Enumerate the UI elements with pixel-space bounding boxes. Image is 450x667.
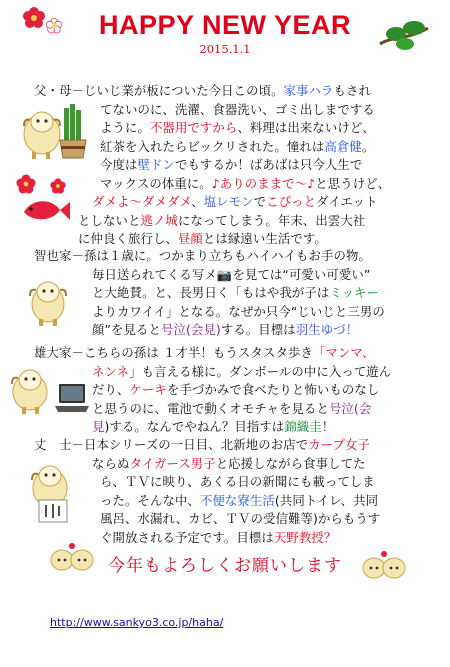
kadomatsu-icon (58, 102, 88, 160)
sheep-icon (24, 272, 74, 328)
body-text: もされ (333, 83, 372, 98)
paragraph-jo-line (100, 473, 375, 491)
body-text: 毎日送られてくる写メ (92, 266, 217, 282)
highlight-text: 塩レモン (203, 194, 254, 209)
highlight-text: 天野教授？ (273, 529, 337, 545)
body-text: としないと (78, 212, 141, 228)
body-text: 、 (191, 194, 204, 209)
paragraph-parents-line (100, 175, 390, 193)
body-text: よりカワイイ」となる。なぜか只今“じいじと三男の (92, 303, 385, 319)
paragraph-yudai-line (34, 344, 375, 362)
body-text: と思うのに、電池で動くオモチャを見ると (92, 400, 329, 416)
body-text: と大絶賛。と、長男日く「もはや我が子は (92, 285, 330, 300)
paragraph-tomoya-line (34, 247, 371, 265)
paragraph-parents-line (78, 212, 365, 230)
body-text: になってしまう。年末、出雲大社 (177, 212, 366, 228)
body-text: に仲良く旅行し、 (78, 231, 178, 246)
paragraph-tomoya-line (92, 303, 385, 321)
highlight-text: タイガース男子 (129, 455, 216, 471)
body-text: だり、 (92, 382, 130, 397)
body-text: 丈 士－日本シリーズの一日目、北新地のお店で (34, 437, 309, 452)
paragraph-yudai-line (92, 381, 379, 399)
highlight-text: 壁ドン (137, 157, 175, 172)
paragraph-yudai-line (92, 418, 334, 436)
body-text: で (253, 194, 267, 209)
highlight-text: ダメよ～ダメダメ (92, 194, 192, 209)
highlight-text: 号泣(会見) (160, 322, 221, 337)
highlight-text: こぴっと (266, 194, 317, 209)
body-text: ！ (321, 419, 335, 434)
paragraph-jo-line (100, 510, 380, 528)
highlight-text: ネンネ (92, 363, 130, 379)
body-text: と思うけど、 (315, 175, 391, 191)
paragraph-parents-line (100, 156, 362, 174)
body-text: 今度は (100, 157, 138, 172)
body-text: ように。 (100, 120, 150, 135)
highlight-text: 見 (92, 419, 105, 434)
sheep-icon (8, 362, 58, 416)
body-text: 。 (361, 138, 375, 154)
body-text: 風呂、水漏れ、カビ、ＴＶの受信難等)からもうす (100, 511, 381, 526)
paragraph-parents-line (100, 119, 375, 137)
paragraph-parents-line (100, 101, 375, 119)
body-text: ら、ＴＶに映り、あくる日の新聞にも載ってしま (100, 474, 375, 489)
pine-branch-icon (378, 18, 430, 52)
highlight-text: ミッキー (329, 285, 380, 300)
sea-bream-icon (14, 174, 72, 230)
paragraph-tomoya-line (92, 266, 370, 284)
body-text: する。目標は (220, 322, 296, 337)
body-text: った。そんな中、 (100, 492, 200, 508)
body-text: )する。なんでやねん？目指すは (104, 419, 285, 434)
body-text: 」も言える様に。ダンボールの中に入って遊ん (129, 363, 392, 379)
highlight-text: 家事ハラ (283, 83, 334, 98)
body-text: 智也家－孫は１歳に。つかまり立ちもハイハイもお手の物。 (34, 248, 371, 263)
body-text: ダイエット (316, 194, 378, 209)
body-text: ならぬ (92, 455, 130, 471)
paragraph-parents-line (78, 230, 327, 248)
laptop-icon (54, 382, 90, 416)
body-text: を見ては“可愛い可愛い” (232, 266, 371, 282)
ume-blossom-icon (22, 6, 66, 40)
highlight-text: 不器用ですから (149, 120, 238, 135)
body-text: と応援しながら食事してた (215, 455, 366, 471)
footer-link[interactable]: http://www.sankyo3.co.jp/haha/ (50, 616, 224, 629)
paragraph-parents-line (92, 193, 378, 211)
body-text: を手づかみで食べたりと怖いものなし (166, 382, 380, 397)
body-text: 紅茶を入れたらビックリされた。憧れは (100, 138, 325, 154)
body-text: 、料理は出来ないけど、 (237, 120, 375, 135)
highlight-text: ♪ありのままで～♪ (211, 175, 316, 191)
calligraphy-paper-icon (38, 498, 68, 524)
body-text: ぐ開放される予定です。目標は (100, 529, 274, 545)
highlight-text: カープ女子 (308, 437, 371, 452)
highlight-text: 錦織圭 (284, 419, 322, 434)
highlight-text: 「マンマ、 (312, 345, 375, 360)
body-text: 雄大家－こちらの孫は １才半！もうスタスタ歩き (34, 345, 313, 360)
paragraph-jo-line (92, 455, 366, 473)
paragraph-yudai-line (92, 400, 371, 418)
body-text: マックスの体重に。 (100, 175, 212, 191)
body-text: とは縁遠い生活です。 (202, 231, 327, 246)
paragraph-tomoya-line (92, 284, 379, 302)
paragraph-jo-line (100, 492, 378, 510)
highlight-text: ケーキ (129, 382, 167, 397)
body-text: てないのに、洗濯、食器洗い、ゴミ出しまでする (100, 101, 375, 117)
camera-icon: 📷 (216, 266, 233, 282)
highlight-text: 高倉健 (324, 138, 362, 154)
date-label: 2015.1.1 (199, 42, 251, 56)
body-text: でもするか！ばあばは只今人生で (174, 157, 363, 172)
body-text: 父・母－じいじ業が板についた今日この頃。 (34, 83, 284, 98)
paragraph-jo-line (34, 436, 370, 454)
paragraph-jo-line (100, 529, 336, 547)
page-title: HAPPY NEW YEAR (98, 10, 352, 40)
paragraph-tomoya-line (92, 321, 358, 339)
body-text: (共同トイレ、共同 (274, 492, 379, 508)
highlight-text: 号泣(会 (328, 400, 372, 416)
highlight-text: 昼顔 (177, 231, 203, 246)
paragraph-parents-line (34, 82, 371, 100)
paragraph-yudai-line (92, 363, 391, 381)
highlight-text: 逃ノ城 (140, 212, 178, 228)
highlight-text: 羽生ゆづ！ (295, 322, 359, 337)
highlight-text: 不便な寮生活 (199, 492, 275, 508)
body-text: 顔”を見ると (92, 322, 161, 337)
closing-message: 今年もよろしくお願いします (108, 556, 342, 576)
paragraph-parents-line (100, 138, 374, 156)
